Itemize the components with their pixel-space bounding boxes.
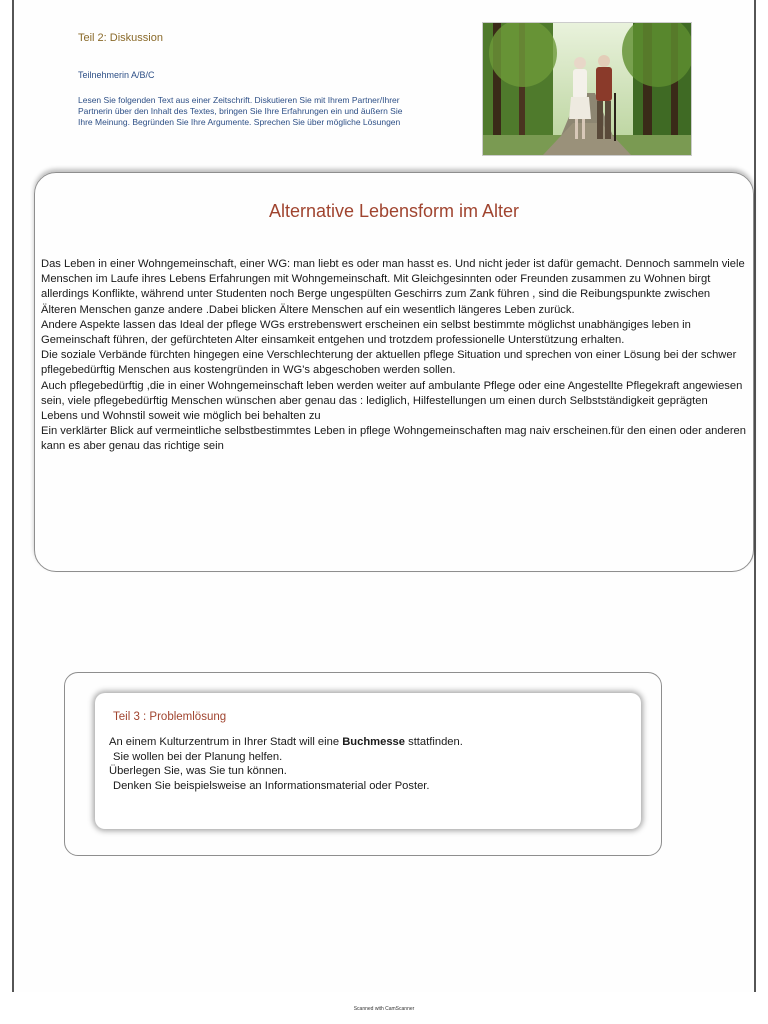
article-card <box>34 172 754 572</box>
task-card-frame <box>64 672 662 856</box>
task-card <box>95 693 641 829</box>
task-line: Überlegen Sie, was Sie tun können. <box>109 765 287 777</box>
task-title: Teil 3 : Problemlösung <box>113 711 227 723</box>
elderly-couple-photo <box>482 22 692 156</box>
task-line-text: sttatfinden. <box>405 736 463 748</box>
task-keyword: Buchmesse <box>342 736 405 748</box>
article-paragraph: Die soziale Verbände fürchten hingegen eine Verschlechterung der aktuellen pflege Situation und sprechen von einer Lösung bei der schwer pflegebedürftig Menschen aus kostengründen in WG's abgeschoben werden sollen. <box>41 349 737 377</box>
document-page <box>12 0 756 992</box>
section-title: Teil 2: Diskussion <box>78 32 163 44</box>
task-body <box>109 735 629 793</box>
article-paragraph: Andere Aspekte lassen das Ideal der pflege WGs erstrebenswert erscheinen ein selbst bestimmte möglichst unabhängiges leben in Gemeinschaft führen, der gefürchteten Alter einsamkeit entgehen und trotzdem professionelle Unterstützung erhalten. <box>41 318 691 347</box>
article-title: Alternative Lebensform im Alter <box>268 201 520 221</box>
article-paragraph: Auch pflegebedürftig ,die in einer Wohngemeinschaft leben werden weiter auf ambulante Pflege oder eine Angestellte Pflegekraft angewiesen sein, viele pflegebedürftig Menschen wünschen aber genau das : lediglich, Hilfestellungen um einen durch Selbstständigkeit geprägten Lebens und Wohnstil soweit wie möglich bei behalten zu <box>41 379 743 423</box>
instructions-text: Lesen Sie folgenden Text aus einer Zeitschrift. Diskutieren Sie mit Ihrem Partner/Ihrer Partnerin über den Inhalt des Textes, bringen Sie Ihre Erfahrungen ein und äußern Sie Ihre Meinung. Begründen Sie Ihre Argumente. Sprechen Sie über mögliche Lösungen <box>78 95 403 127</box>
task-line: Denken Sie beispielsweise an Informationsmaterial oder Poster. <box>113 779 430 792</box>
task-line-text: An einem Kulturzentrum in Ihrer Stadt will eine <box>109 736 343 748</box>
task-line: Sie wollen bei der Planung helfen. <box>113 750 283 763</box>
scanner-watermark: Scanned with CamScanner <box>353 1006 415 1012</box>
task-line <box>109 735 629 750</box>
article-paragraph: Das Leben in einer Wohngemeinschaft, einer WG: man liebt es oder man hasst es. Und nicht jeder ist dafür gemacht. Dennoch sammeln viele Menschen im Laufe ihres Lebens Erfahrungen mit Wohngemeinschaft. Mit Gleichgesinnten oder Freunden zusammen zu Wohnen birgt allerdings Konflikte, während unter Studenten noch Berge ungespülten Geschirrs zum Zank führen , sind die Reibungspunkte zwischen Älteren Menschen ganze andere .Dabei blicken Ältere Menschen auf ein wesentlich längeres Leben zurück. <box>41 258 745 316</box>
article-body <box>41 257 747 455</box>
article-paragraph: Ein verklärter Blick auf vermeintliche selbstbestimmtes Leben in pflege Wohngemeinschaften mag naiv erscheinen.für den einen oder anderen kann es aber genau das richtige sein <box>41 425 746 453</box>
participant-label: Teilnehmerin A/B/C <box>78 70 155 80</box>
